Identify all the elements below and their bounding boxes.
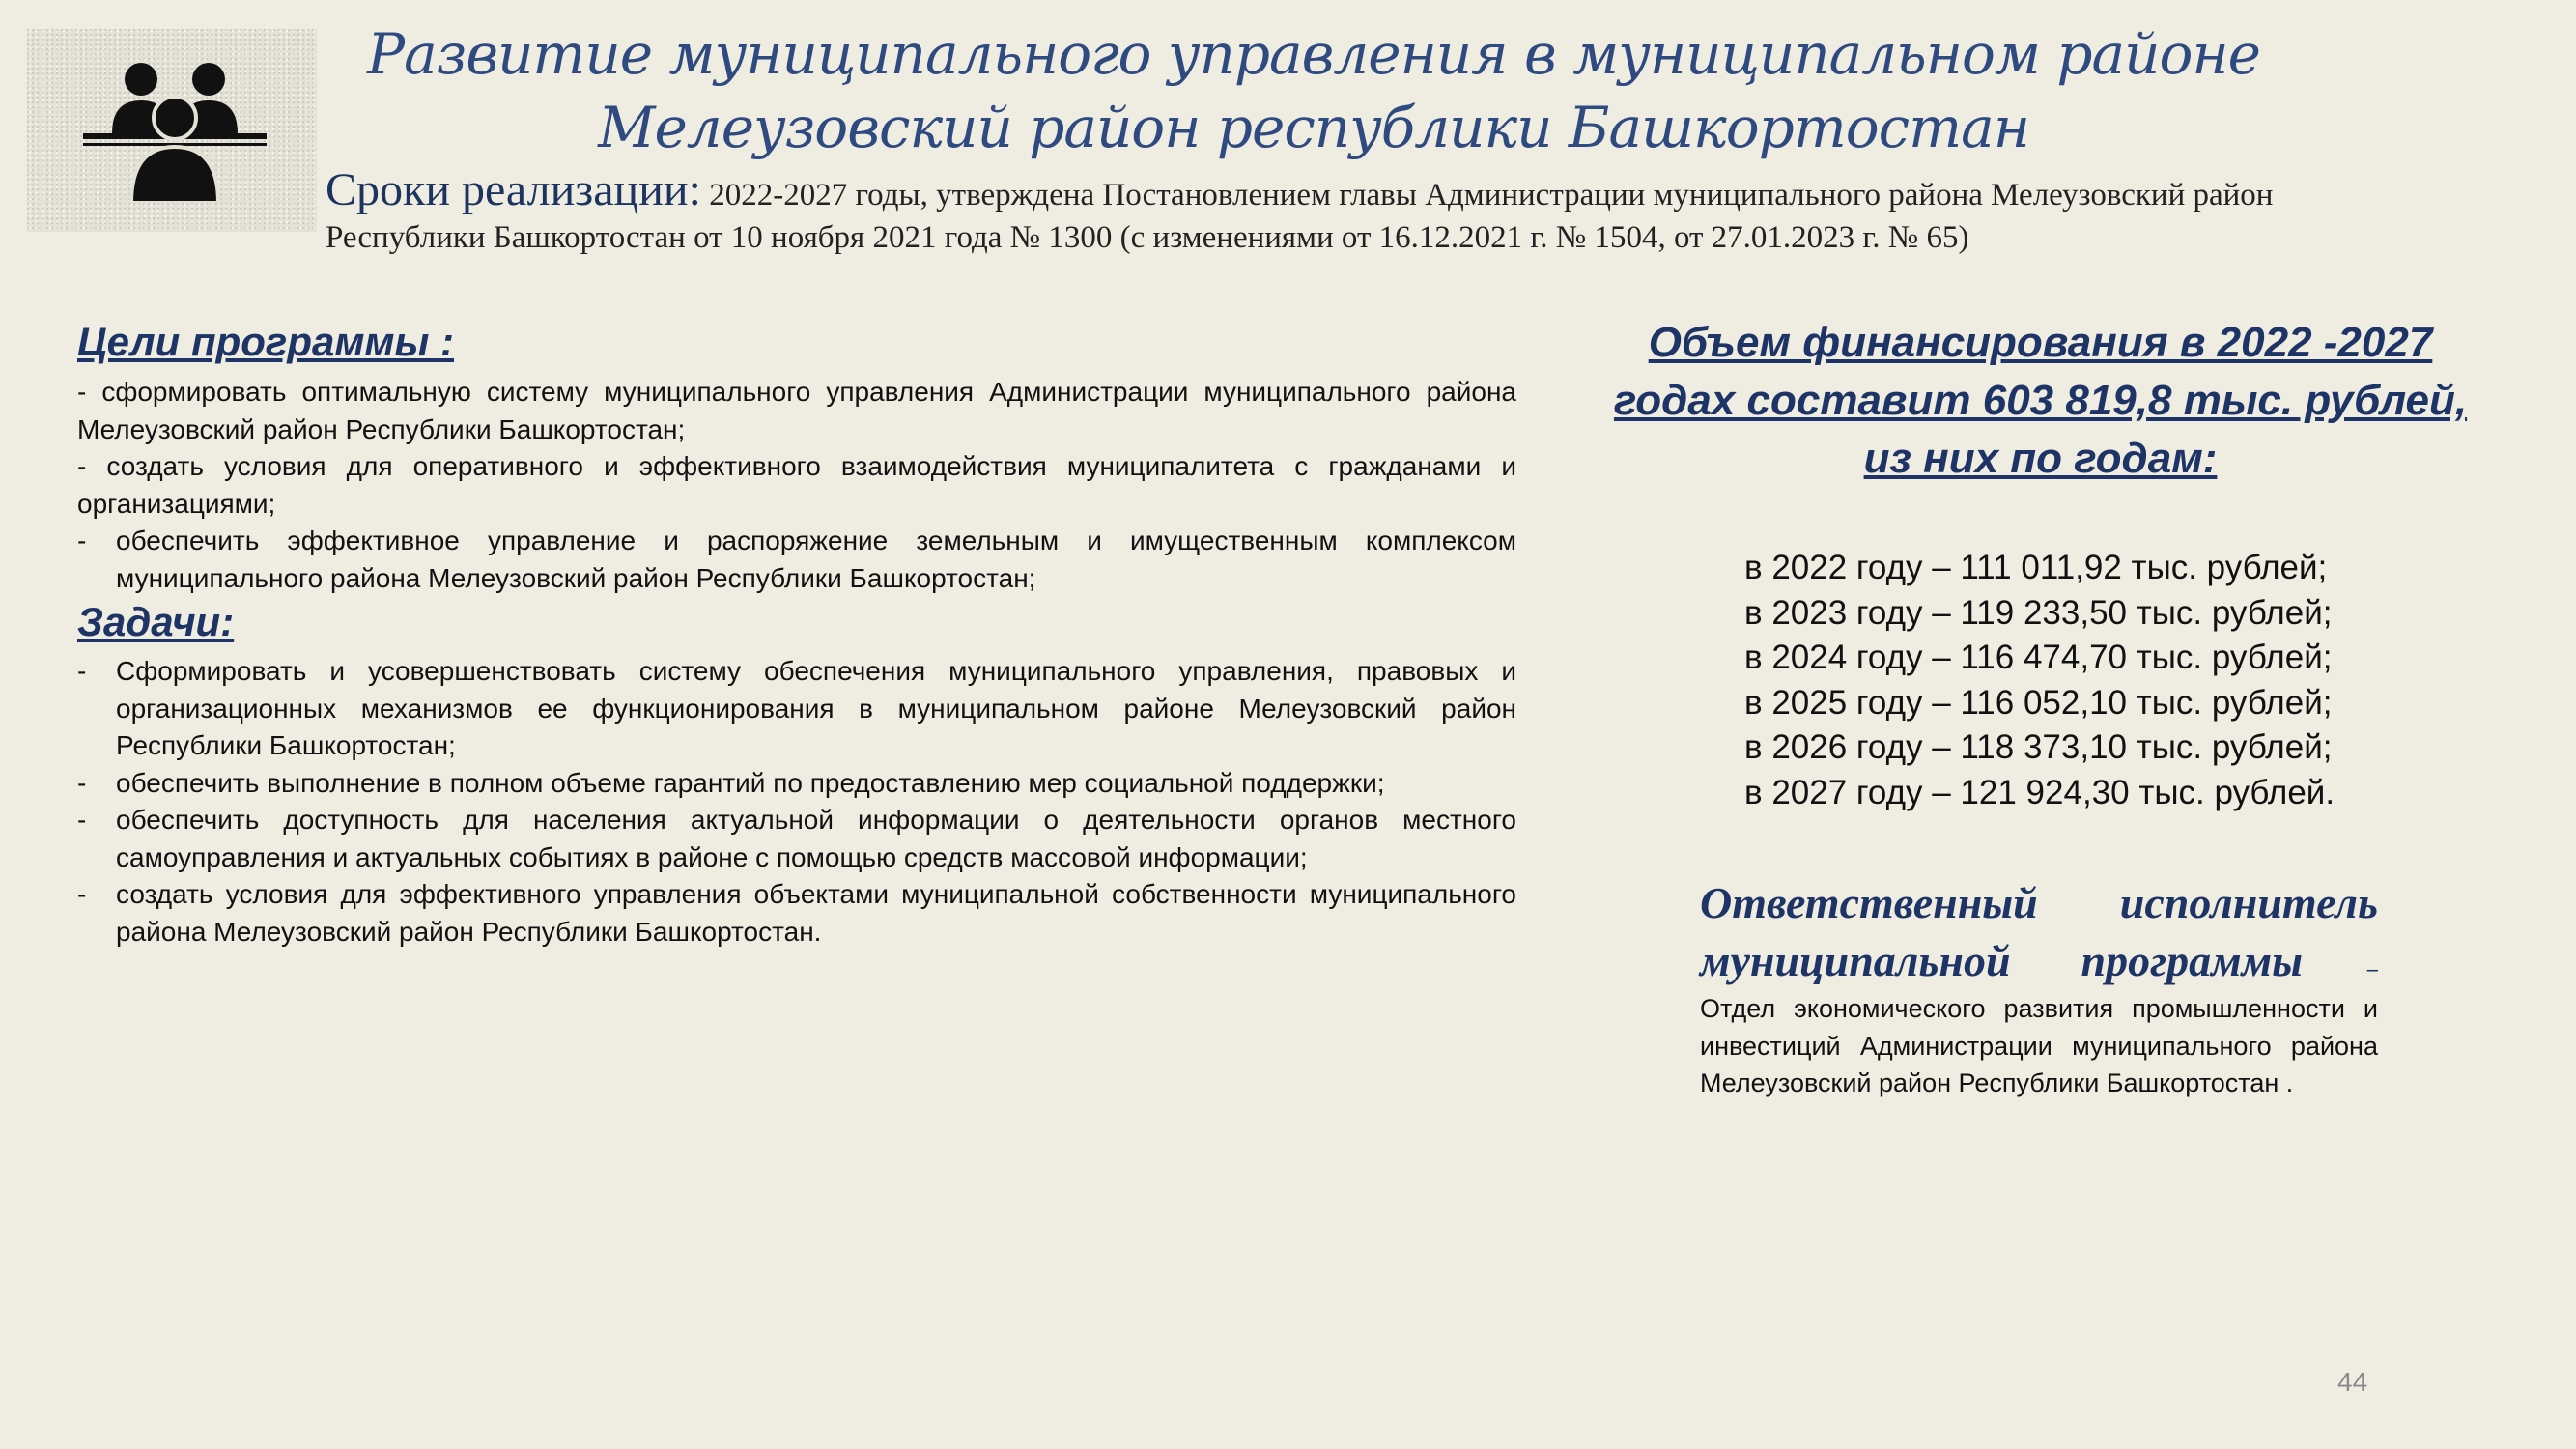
year-amount: в 2024 году – 116 474,70 тыс. рублей; (1744, 639, 2333, 677)
goals-list (77, 374, 1516, 597)
responsible-dash: – (2303, 956, 2378, 980)
terms-label: Сроки реализации: (326, 164, 701, 215)
goal-item: - создать условия для оперативного и эффективного взаимодействия муниципалитета с гражданами и организациями; (77, 451, 1516, 519)
year-amount: в 2025 году – 116 052,10 тыс. рублей; (1744, 683, 2333, 722)
financing-by-year (1744, 546, 2420, 816)
goals-heading: Цели программы : (77, 319, 454, 364)
responsible-text: Отдел экономического развития промышленности и инвестиций Администрации муниципального района Мелеузовский район Республики Башкортостан . (1700, 994, 2378, 1097)
year-amount: в 2026 году – 118 373,10 тыс. рублей; (1744, 728, 2333, 767)
tasks-heading: Задачи: (77, 599, 235, 644)
goal-item: - сформировать оптимальную систему муниципального управления Администрации муниципального района Мелеузовский район Республики Башкортостан; (77, 377, 1516, 444)
implementation-terms (326, 164, 2373, 259)
task-item: - Сформировать и усовершенствовать систему обеспечения муниципального управления, правовых и организационных механизмов ее функционирования в муниципальном районе Мелеузовский район Республики Башкортостан; (77, 656, 1516, 760)
task-item: - создать условия для эффективного управления объектами муниципальной собственности муниципального района Мелеузовский район Республики Башкортостан. (77, 879, 1516, 947)
year-amount: в 2022 году – 111 011,92 тыс. рублей; (1744, 549, 2328, 586)
year-amount: в 2027 году – 121 924,30 тыс. рублей. (1744, 773, 2335, 811)
responsible-heading: Ответственный исполнитель муниципальной программы – (1700, 878, 2378, 985)
people-group-icon (83, 58, 267, 203)
task-item: - обеспечить доступность для населения актуальной информации о деятельности органов местного самоуправления и актуальных событиях в районе с помощью средств массовой информации; (77, 805, 1516, 872)
goal-item: - обеспечить эффективное управление и распоряжение земельным и имущественным комплексом муниципального района Мелеузовский район Республики Башкортостан; (77, 526, 1516, 593)
task-item: - обеспечить выполнение в полном объеме гарантий по предоставлению мер социальной поддержки; (77, 767, 1385, 798)
financing-heading: Объем финансирования в 2022 -2027 годах составит 603 819,8 тыс. рублей, из них по годам: (1613, 319, 2468, 482)
year-amount: в 2023 году – 119 233,50 тыс. рублей; (1744, 593, 2333, 632)
terms-text: 2022-2027 годы, утверждена Постановлением главы Администрации муниципального района Мелеузовский район Республики Башкортостан от 10 ноября 2021 года № 1300 (с изменениями от 16.12.2021 г. № 1504, от 27.01.2023 г. № 65) (326, 178, 2274, 255)
page-number: 44 (2337, 1367, 2368, 1397)
page-title: Развитие муниципального управления в муниципальном районе Мелеузовский район республики Башкортостан (367, 21, 2260, 160)
people-group-logo (27, 29, 317, 232)
tasks-list (77, 653, 1516, 951)
